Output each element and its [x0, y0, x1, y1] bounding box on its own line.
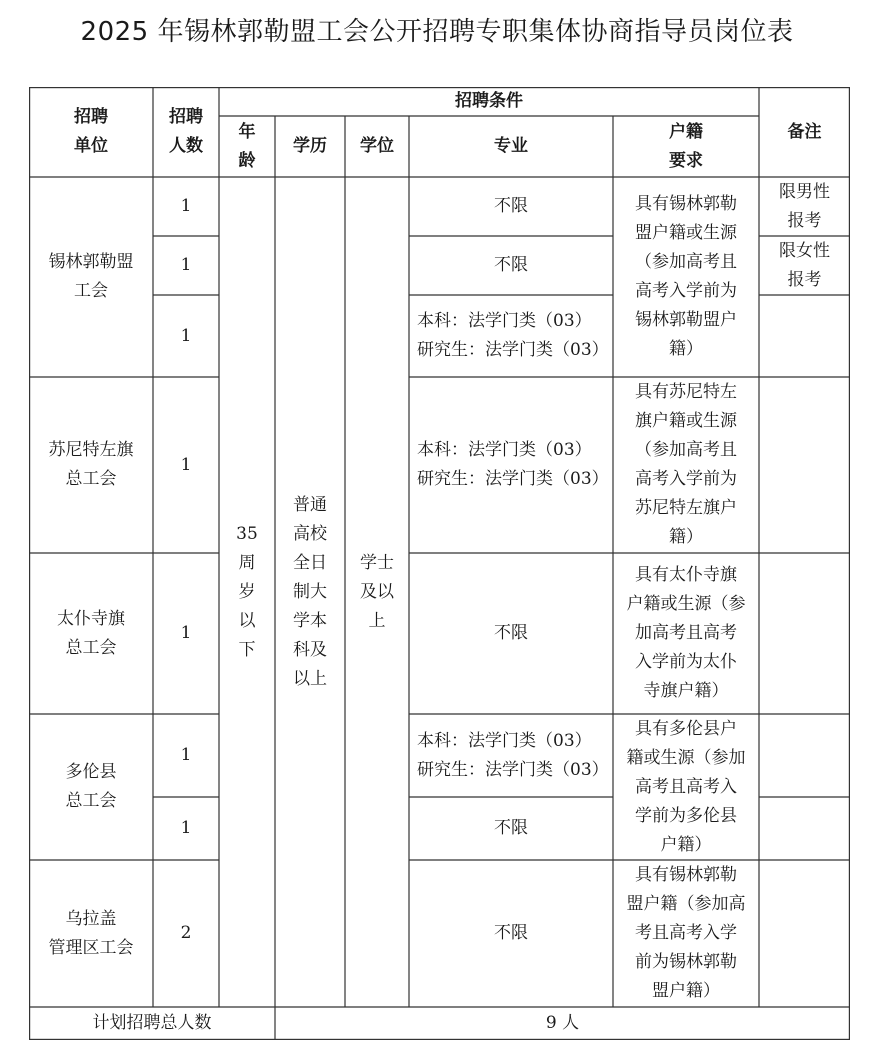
- major-requirement: 不限: [494, 255, 528, 275]
- unit-name: 乌拉盖 管理区工会: [48, 908, 134, 958]
- position-count: 1: [180, 196, 192, 216]
- household-requirement: 具有锡林郭勒 盟户籍或生源 （参加高考且 高考入学前为 锡林郭勒盟户 籍）: [635, 194, 737, 359]
- household-requirement: 具有苏尼特左 旗户籍或生源 （参加高考且 高考入学前为 苏尼特左旗户 籍）: [635, 382, 737, 547]
- position-count: 1: [180, 255, 192, 275]
- age-requirement: 35 周 岁 以 下: [236, 523, 258, 660]
- header-household: 户籍 要求: [669, 121, 703, 171]
- household-requirement: 具有锡林郭勒 盟户籍（参加高 考且高考入学 前为锡林郭勒 盟户籍）: [626, 865, 746, 1001]
- unit-name: 锡林郭勒盟 工会: [48, 252, 134, 301]
- position-count: 1: [180, 745, 192, 765]
- major-requirement: 本科：法学门类（03） 研究生：法学门类（03）: [417, 730, 609, 780]
- major-requirement: 本科：法学门类（03） 研究生：法学门类（03）: [417, 311, 609, 360]
- header-education: 学历: [293, 136, 327, 156]
- recruitment-table: [29, 87, 850, 1040]
- major-requirement: 不限: [494, 923, 528, 943]
- position-count: 1: [180, 818, 192, 838]
- header-major: 专业: [494, 136, 528, 156]
- page-title: 2025 年锡林郭勒盟工会公开招聘专职集体协商指导员岗位表: [80, 17, 794, 47]
- remarks-cell: 限男性 报考: [779, 181, 830, 231]
- position-count: 2: [180, 923, 192, 943]
- header-conditions: 招聘条件: [455, 91, 523, 111]
- position-count: 1: [180, 623, 192, 643]
- major-requirement: 不限: [494, 818, 528, 838]
- header-count: 招聘 人数: [169, 107, 203, 156]
- total-value: 9 人: [545, 1013, 580, 1033]
- header-degree: 学位: [360, 136, 394, 156]
- header-remarks: 备注: [787, 121, 822, 142]
- major-requirement: 本科：法学门类（03） 研究生：法学门类（03）: [417, 440, 609, 489]
- unit-name: 苏尼特左旗 总工会: [48, 440, 134, 489]
- unit-name: 太仆寺旗 总工会: [57, 608, 125, 658]
- household-requirement: 具有太仆寺旗 户籍或生源（参 加高考且高考 入学前为太仆 寺旗户籍）: [626, 565, 746, 701]
- position-count: 1: [180, 454, 192, 475]
- header-unit: 招聘 单位: [74, 107, 108, 156]
- degree-requirement: 学士 及以 上: [360, 552, 394, 631]
- total-label: 计划招聘总人数: [92, 1013, 212, 1033]
- education-requirement: 普通 高校 全日 制大 学本 科及 以上: [293, 494, 327, 689]
- household-requirement: 具有多伦县户 籍或生源（参加 高考且高考入 学前为多伦县 户籍）: [626, 718, 746, 855]
- header-age: 年 龄: [238, 121, 256, 171]
- unit-name: 多伦县 总工会: [65, 762, 117, 811]
- major-requirement: 不限: [494, 623, 528, 643]
- remarks-cell: 限女性 报考: [779, 240, 830, 290]
- position-count: 1: [180, 325, 192, 346]
- major-requirement: 不限: [494, 196, 528, 216]
